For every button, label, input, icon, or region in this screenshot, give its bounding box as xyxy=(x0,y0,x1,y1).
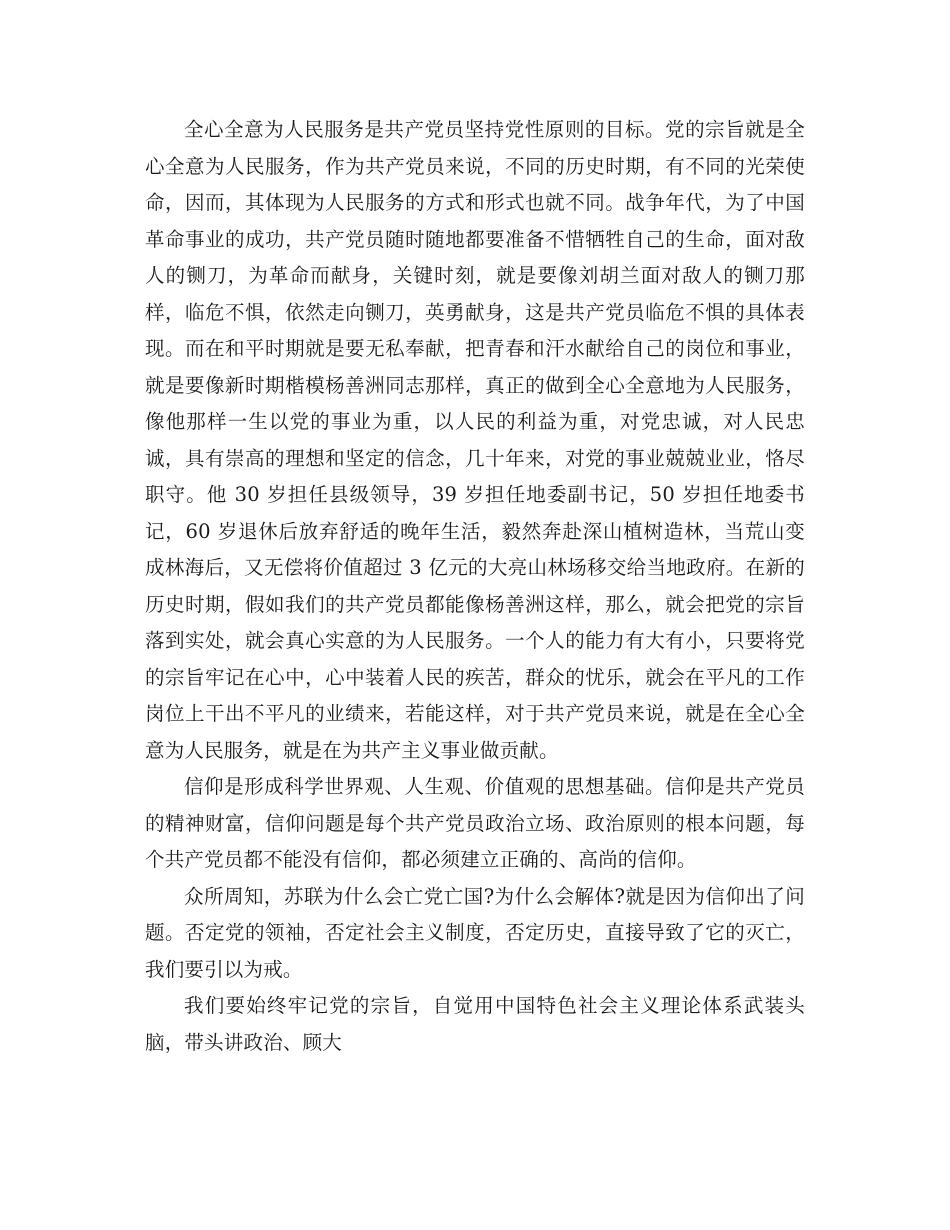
paragraph-remember-purpose: 我们要始终牢记党的宗旨，自觉用中国特色社会主义理论体系武装头脑，带头讲政治、顾大 xyxy=(145,994,805,1054)
paragraph-soviet-lesson: 众所周知，苏联为什么会亡党亡国?为什么会解体?就是因为信仰出了问题。否定党的领袖，否定社会主义制度，否定历史，直接导致了它的灭亡，我们要引以为戒。 xyxy=(145,884,805,981)
paragraph-service-purpose: 全心全意为人民服务是共产党员坚持党性原则的目标。党的宗旨就是全心全意为人民服务，作为共产党员来说，不同的历史时期，有不同的光荣使命，因而，其体现为人民服务的方式和形式也就不同。战争年代，为了中国革命事业的成功，共产党员随时随地都要准备不惜牺牲自己的生命，面对敌人的铡刀，为革命而献身，关键时刻，就是要像刘胡兰面对敌人的铡刀那样，临危不惧，依然走向铡刀，英勇献身，这是共产党员临危不惧的具体表现。而在和平时期就是要无私奉献，把青春和汗水献给自己的岗位和事业，就是要像新时期楷模杨善洲同志那样，真正的做到全心全意地为人民服务，像他那样一生以党的事业为重，以人民的利益为重，对党忠诚，对人民忠诚，具有崇高的理想和坚定的信念，几十年来，对党的事业兢兢业业，恪尽职守。他 30 岁担任县级领导，39 岁担任地委副书记，50 岁担任地委书记，60 岁退休后放弃舒适的晚年生活，毅然奔赴深山植树造林，当荒山变成林海后，又无偿将价值超过 3 亿元的大亮山林场移交给当地政府。在新的历史时期，假如我们的共产党员都能像杨善洲这样，那么，就会把党的宗旨落到实处，就会真心实意的为人民服务。一个人的能力有大有小，只要将党的宗旨牢记在心中，心中装着人民的疾苦，群众的忧乐，就会在平凡的工作岗位上干出不平凡的业绩来，若能这样，对于共产党员来说，就是在全心全意为人民服务，就是在为共产主义事业做贡献。 xyxy=(145,118,805,762)
document-body xyxy=(145,112,805,1061)
paragraph-belief-foundation: 信仰是形成科学世界观、人生观、价值观的思想基础。信仰是共产党员的精神财富，信仰问题是每个共产党员政治立场、政治原则的根本问题，每个共产党员都不能没有信仰，都必须建立正确的、高尚的信仰。 xyxy=(145,775,805,871)
